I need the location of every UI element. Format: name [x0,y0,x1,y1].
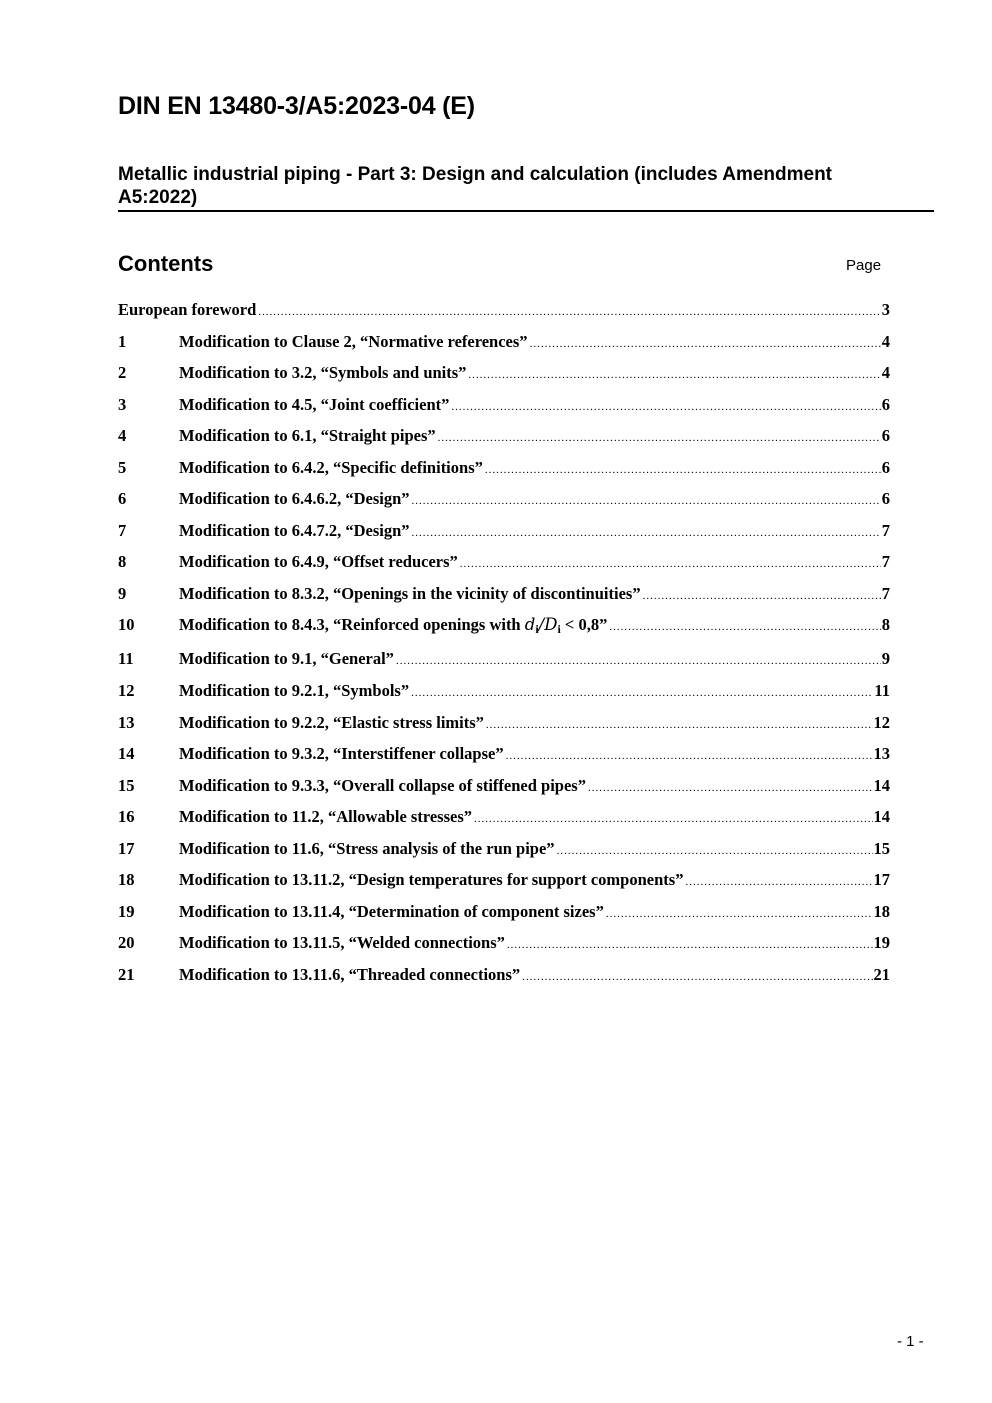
toc-entry[interactable] [118,742,890,774]
toc-entry-number: 16 [118,807,135,827]
dot-leader [507,933,873,957]
toc-entry[interactable] [118,487,890,519]
toc-entry-text: Modification to 4.5, “Joint coefficient” [179,394,450,414]
toc-entry-number: 18 [118,870,135,890]
document-subtitle: Metallic industrial piping - Part 3: Design and calculation (includes Amendment A5:2022) [118,164,833,208]
toc-entry-text: Modification to Clause 2, “Normative references” [179,331,528,351]
toc-entry-page: 6 [881,489,890,509]
toc-entry[interactable] [118,963,890,995]
math-slash: / [538,615,545,635]
toc-entry-text: Modification to 9.3.3, “Overall collapse of stiffened pipes” [179,775,586,795]
toc-entry[interactable] [118,393,890,425]
dot-leader [460,552,881,576]
dot-leader [606,902,873,926]
dot-leader [468,363,880,387]
toc-entry-number: 1 [118,331,127,351]
toc-entry-number: 21 [118,964,135,984]
toc-entry-number: 2 [118,363,127,383]
toc-entry-page: 17 [873,870,890,890]
toc-entry-page: 4 [881,363,890,383]
toc-entry-number: 14 [118,744,135,764]
dot-leader [588,776,873,800]
dot-leader [412,521,881,545]
toc-entry-number: 15 [118,775,135,795]
dot-leader [643,584,881,608]
dot-leader [258,300,880,324]
toc-entry-text: Modification to 9.3.2, “Interstiffener collapse” [179,744,504,764]
toc-entry[interactable] [118,582,890,614]
toc-entry-page: 7 [881,520,890,540]
toc-entry-page: 6 [881,394,890,414]
toc-entry-number: 5 [118,457,127,477]
dot-leader [530,332,881,356]
toc-entry-number: 10 [118,615,135,635]
toc-entry-page: 6 [881,426,890,446]
dot-leader [396,649,881,673]
toc-entry[interactable] [118,900,890,932]
toc-entry-text: Modification to 8.3.2, “Openings in the vicinity of discontinuities” [179,583,641,603]
page-number: - 1 - [897,1333,924,1350]
toc-entry-text: Modification to 13.11.5, “Welded connections” [179,933,505,953]
dot-leader [474,807,872,831]
toc-entry-number: 7 [118,520,127,540]
toc-entry[interactable] [118,613,890,647]
toc-entry[interactable] [118,330,890,362]
toc-entry[interactable] [118,519,890,551]
toc-entry-page: 21 [873,964,890,984]
toc-entry[interactable] [118,550,890,582]
toc-entry[interactable] [118,456,890,488]
toc-entry-number: 17 [118,838,135,858]
toc-entry-page: 7 [881,552,890,572]
toc-entry-text: Modification to 13.11.2, “Design temperatures for support components” [179,870,684,890]
toc-entry-number: 6 [118,489,127,509]
toc-entry-text-part: Modification to 8.4.3, “Reinforced openings with [179,615,525,635]
document-title: DIN EN 13480-3/A5:2023-04 (E) [118,92,475,120]
toc-entry-page: 8 [881,615,890,635]
toc-entry-text: Modification to 6.4.7.2, “Design” [179,520,410,540]
dot-leader [506,744,873,768]
toc-entry-text: Modification to 6.1, “Straight pipes” [179,426,436,446]
toc-entry[interactable] [118,711,890,743]
toc-entry-number: 12 [118,681,135,701]
toc-entry[interactable] [118,837,890,869]
toc-entry[interactable] [118,647,890,679]
toc-entry[interactable] [118,805,890,837]
toc-entry-text: European foreword [118,300,257,319]
toc-entry-page: 11 [874,681,890,701]
dot-leader [486,713,873,737]
toc-entry-text: Modification to 3.2, “Symbols and units” [179,363,467,383]
toc-entry-text: Modification to 13.11.6, “Threaded connections” [179,964,521,984]
toc-entry-page: 14 [873,807,890,827]
dot-leader [685,870,872,894]
toc-entry-number: 13 [118,712,135,732]
toc-entry-text-part: < 0,8” [560,615,608,635]
math-symbol-d: d [524,615,536,635]
dot-leader [557,839,873,863]
toc-entry[interactable] [118,361,890,393]
toc-entry[interactable] [118,679,890,711]
title-divider [118,210,934,212]
toc-entry-text: Modification to 6.4.6.2, “Design” [179,489,410,509]
toc-entry-page: 15 [873,838,890,858]
dot-leader [411,681,873,705]
toc-entry-page: 12 [873,712,890,732]
math-symbol-D: D [544,615,558,635]
toc-entry-text: Modification to 9.2.1, “Symbols” [179,681,410,701]
toc-entry[interactable] [118,774,890,806]
toc-entry-page: 9 [881,649,890,669]
toc-entry-number: 11 [118,649,134,669]
toc-entry-number: 9 [118,583,127,603]
dot-leader [438,426,881,450]
toc-entry[interactable] [118,931,890,963]
toc-entry-page: 18 [873,901,890,921]
toc-entry-text: Modification to 11.2, “Allowable stresses” [179,807,473,827]
toc-entry-text: Modification to 9.1, “General” [179,649,394,669]
toc-entry-number: 3 [118,394,127,414]
dot-leader [609,615,880,639]
dot-leader [451,395,880,419]
toc-entry-number: 4 [118,426,127,446]
toc-entry-text: Modification to 11.6, “Stress analysis of the run pipe” [179,838,555,858]
math-subscript: i [535,622,539,637]
toc-entry-number: 19 [118,901,135,921]
dot-leader [412,489,881,513]
toc-entry[interactable] [118,424,890,456]
toc-entry-page: 6 [881,457,890,477]
toc-entry-page: 4 [881,331,890,351]
toc-entry-foreword[interactable] [118,298,890,330]
toc-entry-number: 20 [118,933,135,953]
contents-heading: Contents [118,251,214,276]
toc-entry-number: 8 [118,552,127,572]
toc-entry-page: 13 [873,744,890,764]
table-of-contents [118,298,890,994]
math-subscript: i [557,622,561,637]
dot-leader [485,458,881,482]
toc-entry[interactable] [118,868,890,900]
toc-entry-text [179,613,607,641]
dot-leader [522,965,872,989]
toc-entry-text: Modification to 13.11.4, “Determination of component sizes” [179,901,604,921]
toc-entry-page: 3 [881,300,890,319]
toc-entry-text: Modification to 9.2.2, “Elastic stress limits” [179,712,484,732]
toc-entry-text: Modification to 6.4.9, “Offset reducers” [179,552,458,572]
toc-entry-text: Modification to 6.4.2, “Specific definitions” [179,457,483,477]
toc-entry-page: 7 [881,583,890,603]
toc-entry-page: 14 [873,775,890,795]
toc-entry-page: 19 [873,933,890,953]
page-column-label: Page [846,257,882,274]
